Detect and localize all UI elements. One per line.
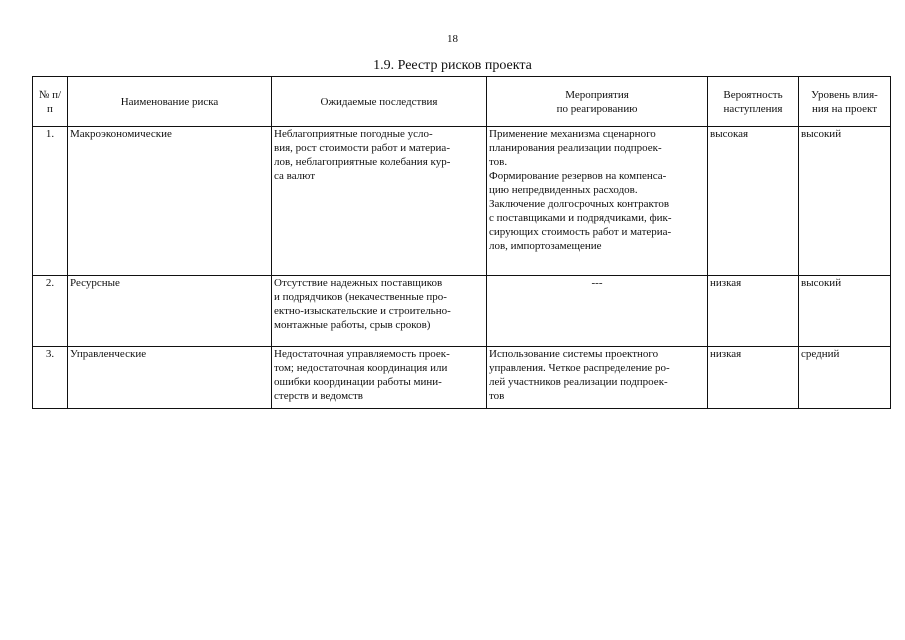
document-title: 1.9. Реестр рисков проекта bbox=[373, 58, 532, 73]
risk-consequences: Неблагоприятные погодные усло- вия, рост стоимости работ и материа- лов, неблагоприятные колебания кур- са валют bbox=[272, 127, 487, 276]
risk-name: Ресурсные bbox=[68, 276, 272, 347]
risk-impact: средний bbox=[799, 347, 891, 409]
table-header-row bbox=[33, 77, 891, 127]
table-row bbox=[33, 127, 891, 276]
risk-consequences: Отсутствие надежных поставщиков и подрядчиков (некачественные про- ектно-изыскательские и строительно- монтажные работы, срыв сроков) bbox=[272, 276, 487, 347]
risk-impact: высокий bbox=[799, 127, 891, 276]
risk-probability: низкая bbox=[708, 276, 799, 347]
risk-name: Макроэкономические bbox=[68, 127, 272, 276]
risk-probability: высокая bbox=[708, 127, 799, 276]
table-row bbox=[33, 347, 891, 409]
table-row bbox=[33, 276, 891, 347]
page-number: 18 bbox=[447, 33, 458, 45]
header-consequences: Ожидаемые последствия bbox=[272, 77, 487, 127]
header-measures: Мероприятия по реагированию bbox=[487, 77, 708, 127]
risk-register-table bbox=[32, 76, 891, 409]
risk-measures: Использование системы проектного управления. Четкое распределение ро- лей участников реализации подпроек- тов bbox=[487, 347, 708, 409]
row-number: 2. bbox=[33, 276, 68, 347]
header-probability: Вероятность наступления bbox=[708, 77, 799, 127]
risk-probability: низкая bbox=[708, 347, 799, 409]
row-number: 3. bbox=[33, 347, 68, 409]
header-impact: Уровень влия- ния на проект bbox=[799, 77, 891, 127]
row-number: 1. bbox=[33, 127, 68, 276]
header-risk-name: Наименование риска bbox=[68, 77, 272, 127]
risk-consequences: Недостаточная управляемость проек- том; недостаточная координация или ошибки координации работы мини- стерств и ведомств bbox=[272, 347, 487, 409]
header-number: № п/п bbox=[33, 77, 68, 127]
risk-measures: Применение механизма сценарного планирования реализации подпроек- тов. Формирование резервов на компенса- цию непредвиденных расходов. Заключение долгосрочных контрактов с поставщиками и подрядчиками, фик- сирующих стоимость работ и материа- лов, импортозамещение bbox=[487, 127, 708, 276]
risk-impact: высокий bbox=[799, 276, 891, 347]
risk-measures: --- bbox=[487, 276, 708, 347]
risk-name: Управленческие bbox=[68, 347, 272, 409]
